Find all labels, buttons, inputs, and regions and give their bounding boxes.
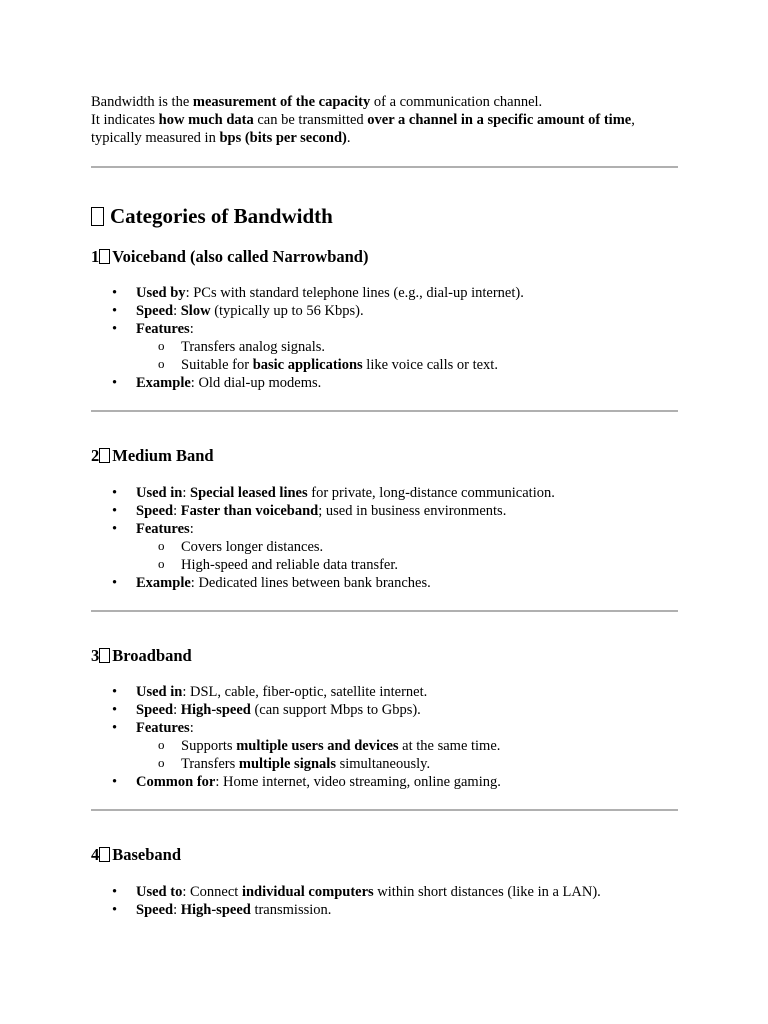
- list-item: • Speed: Faster than voiceband; used in business environments.: [91, 502, 678, 520]
- section-heading-baseband: 4 Baseband: [91, 845, 182, 864]
- unknown-glyph-icon: [99, 448, 110, 463]
- list-item: • Example: Old dial-up modems.: [91, 374, 678, 392]
- list-item: o Covers longer distances.: [136, 538, 678, 556]
- broadband-list: [91, 683, 678, 791]
- voiceband-list: [91, 284, 678, 392]
- section-heading-medium-band: 2 Medium Band: [91, 446, 214, 465]
- intro-line-3: typically measured in bps (bits per second).: [91, 130, 351, 146]
- unknown-glyph-icon: [99, 847, 110, 862]
- sub-list: [136, 538, 678, 574]
- divider: [91, 410, 678, 412]
- unknown-glyph-icon: [91, 207, 104, 226]
- list-item: • Features: o Covers longer distances. o High-speed and reliable data transfer.: [91, 520, 678, 574]
- unknown-glyph-icon: [99, 648, 110, 663]
- list-item: o Supports multiple users and devices at the same time.: [136, 737, 678, 755]
- list-item: o High-speed and reliable data transfer.: [136, 556, 678, 574]
- document-page: [91, 93, 678, 919]
- list-item: • Speed: High-speed transmission.: [91, 901, 678, 919]
- list-item: • Common for: Home internet, video streaming, online gaming.: [91, 773, 678, 791]
- list-item: • Used by: PCs with standard telephone lines (e.g., dial-up internet).: [91, 284, 678, 302]
- sub-list: [136, 338, 678, 374]
- divider: [91, 809, 678, 811]
- section-heading-voiceband: 1 Voiceband (also called Narrowband): [91, 247, 369, 266]
- sub-list: [136, 737, 678, 773]
- section-heading-broadband: 3 Broadband: [91, 646, 192, 665]
- list-item: • Used in: Special leased lines for private, long-distance communication.: [91, 484, 678, 502]
- list-item: o Transfers multiple signals simultaneously.: [136, 755, 678, 773]
- intro-line-2: It indicates how much data can be transmitted over a channel in a specific amount of time,: [91, 112, 635, 128]
- medium-band-list: [91, 484, 678, 592]
- list-item: • Speed: High-speed (can support Mbps to Gbps).: [91, 701, 678, 719]
- list-item: • Features: o Transfers analog signals. o Suitable for basic applications like voice calls or text.: [91, 320, 678, 374]
- list-item: • Features: o Supports multiple users and devices at the same time. o Transfers multiple signals simultaneously.: [91, 719, 678, 773]
- divider: [91, 610, 678, 612]
- list-item: • Used to: Connect individual computers within short distances (like in a LAN).: [91, 883, 678, 901]
- list-item: • Example: Dedicated lines between bank branches.: [91, 574, 678, 592]
- divider: [91, 166, 678, 168]
- list-item: o Transfers analog signals.: [136, 338, 678, 356]
- list-item: o Suitable for basic applications like voice calls or text.: [136, 356, 678, 374]
- list-item: • Used in: DSL, cable, fiber-optic, satellite internet.: [91, 683, 678, 701]
- unknown-glyph-icon: [99, 249, 110, 264]
- intro-line-1: Bandwidth is the measurement of the capacity of a communication channel.: [91, 94, 543, 110]
- intro-paragraph: [91, 93, 678, 147]
- list-item: • Speed: Slow (typically up to 56 Kbps).: [91, 302, 678, 320]
- baseband-list: [91, 883, 678, 919]
- categories-heading: Categories of Bandwidth: [91, 203, 678, 229]
